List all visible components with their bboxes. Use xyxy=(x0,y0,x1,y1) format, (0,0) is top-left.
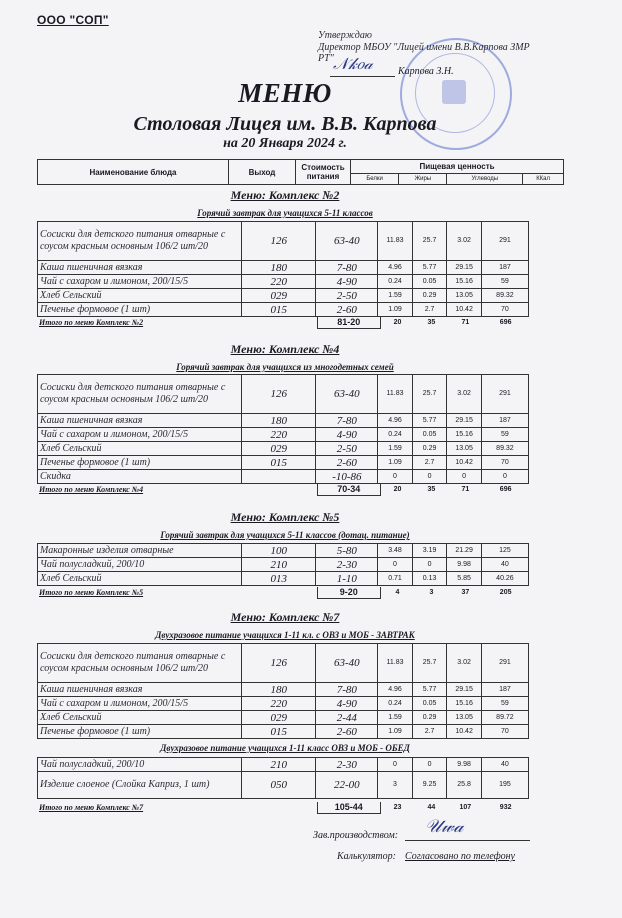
menu-row xyxy=(38,222,529,261)
dish-fats: 0.05 xyxy=(412,697,447,711)
menu-date: на 20 Января 2024 г. xyxy=(223,136,347,151)
dish-name: Хлеб Сельский xyxy=(38,289,242,303)
approval-line-2: Директор МБОУ "Лицей имени В.В.Карпова ЗМР xyxy=(318,42,530,53)
dish-fats: 0.29 xyxy=(412,711,447,725)
header-price: Стоимость питания xyxy=(296,160,351,185)
dish-output: 050 xyxy=(242,772,316,799)
complex-subtitle: Двухразовое питание учащихся 1-11 кл. с ОВЗ и МОБ - ЗАВТРАК xyxy=(155,630,415,640)
dish-name: Чай с сахаром и лимоном, 200/15/5 xyxy=(38,275,242,289)
total-fats: 35 xyxy=(427,486,436,494)
dish-price: 7-80 xyxy=(316,683,378,697)
dish-kcal: 70 xyxy=(481,456,528,470)
header-dish: Наименование блюда xyxy=(38,160,229,185)
dish-proteins: 0.71 xyxy=(378,572,413,586)
total-proteins: 20 xyxy=(393,319,402,327)
menu-row xyxy=(38,442,529,456)
menu-row xyxy=(38,414,529,428)
dish-carbs: 3.02 xyxy=(447,222,482,261)
dish-name: Каша пшеничная вязкая xyxy=(38,683,242,697)
total-proteins: 23 xyxy=(393,804,402,812)
dish-name: Печенье формовое (1 шт) xyxy=(38,456,242,470)
dish-output: 220 xyxy=(242,275,316,289)
dish-carbs: 29.15 xyxy=(447,683,482,697)
dish-fats: 0.05 xyxy=(412,275,447,289)
dish-output: 210 xyxy=(242,558,316,572)
dish-fats: 9.25 xyxy=(412,772,447,799)
dish-output xyxy=(242,470,316,484)
dish-kcal: 291 xyxy=(481,375,528,414)
menu-row xyxy=(38,558,529,572)
dish-price: 4-90 xyxy=(316,275,378,289)
dish-kcal: 125 xyxy=(481,544,528,558)
dish-output: 210 xyxy=(242,758,316,772)
organization-name: ООО "СОП" xyxy=(37,13,109,27)
menu-rows xyxy=(38,758,529,799)
complex-subtitle: Горячий завтрак для учащихся из многодетных семей xyxy=(176,362,394,372)
dish-fats: 0 xyxy=(412,558,447,572)
dish-carbs: 0 xyxy=(447,470,482,484)
total-price: 105-44 xyxy=(317,802,380,814)
dish-output: 126 xyxy=(242,222,316,261)
dish-proteins: 3.48 xyxy=(378,544,413,558)
dish-price: 2-60 xyxy=(316,456,378,470)
total-row xyxy=(37,317,529,329)
dish-proteins: 1.59 xyxy=(378,289,413,303)
menu-rows xyxy=(38,644,529,739)
dish-kcal: 291 xyxy=(481,222,528,261)
dish-name: Хлеб Сельский xyxy=(38,711,242,725)
dish-kcal: 70 xyxy=(481,725,528,739)
total-fats: 35 xyxy=(427,319,436,327)
dish-name: Чай полусладкий, 200/10 xyxy=(38,758,242,772)
dish-output: 029 xyxy=(242,289,316,303)
dish-kcal: 89.72 xyxy=(481,711,528,725)
dish-proteins: 11.83 xyxy=(378,644,413,683)
dish-proteins: 11.83 xyxy=(378,222,413,261)
total-proteins: 4 xyxy=(395,589,400,597)
menu-row xyxy=(38,644,529,683)
dish-kcal: 40 xyxy=(481,758,528,772)
menu-row xyxy=(38,261,529,275)
menu-rows xyxy=(38,544,529,586)
dish-carbs: 13.05 xyxy=(447,711,482,725)
dish-carbs: 25.8 xyxy=(447,772,482,799)
menu-row xyxy=(38,711,529,725)
complex-title: Меню: Комплекс №7 xyxy=(230,610,340,624)
dish-price: 2-50 xyxy=(316,289,378,303)
dish-output: 100 xyxy=(242,544,316,558)
dish-price: 63-40 xyxy=(316,644,378,683)
dish-price: 4-90 xyxy=(316,697,378,711)
dish-name: Сосиски для детского питания отварные с соусом красным основным 106/2 шт/20 xyxy=(38,222,242,261)
dish-carbs: 21.29 xyxy=(447,544,482,558)
menu-row xyxy=(38,428,529,442)
dish-name: Чай с сахаром и лимоном, 200/15/5 xyxy=(38,697,242,711)
complex-subtitle-lunch: Двухразовое питание учащихся 1-11 класс ОВЗ и МОБ - ОБЕД xyxy=(160,743,410,753)
dish-fats: 5.77 xyxy=(412,261,447,275)
total-kcal: 696 xyxy=(499,486,512,494)
menu-row xyxy=(38,683,529,697)
dish-kcal: 195 xyxy=(481,772,528,799)
dish-kcal: 59 xyxy=(481,428,528,442)
dish-fats: 25.7 xyxy=(412,644,447,683)
dish-fats: 2.7 xyxy=(412,303,447,317)
dish-carbs: 10.42 xyxy=(447,303,482,317)
dish-fats: 3.19 xyxy=(412,544,447,558)
menu-rows xyxy=(38,375,529,484)
dish-proteins: 0 xyxy=(378,470,413,484)
menu-row xyxy=(38,456,529,470)
dish-name: Хлеб Сельский xyxy=(38,442,242,456)
menu-row xyxy=(38,572,529,586)
dish-proteins: 1.59 xyxy=(378,442,413,456)
total-carbs: 71 xyxy=(461,319,470,327)
dish-price: 5-80 xyxy=(316,544,378,558)
dish-output: 126 xyxy=(242,375,316,414)
header-proteins: Белки xyxy=(351,174,399,185)
dish-proteins: 4.96 xyxy=(378,683,413,697)
director-signature: 𝒩𝓀𝑜𝒶 xyxy=(333,56,373,73)
dish-price: 22-00 xyxy=(316,772,378,799)
dish-carbs: 10.42 xyxy=(447,456,482,470)
dish-carbs: 9.98 xyxy=(447,758,482,772)
dish-fats: 2.7 xyxy=(412,725,447,739)
menu-rows xyxy=(38,222,529,317)
dish-carbs: 29.15 xyxy=(447,261,482,275)
canteen-name: Столовая Лицея им. В.В. Карпова xyxy=(133,113,437,135)
dish-name: Каша пшеничная вязкая xyxy=(38,261,242,275)
dish-kcal: 59 xyxy=(481,275,528,289)
dish-name: Печенье формовое (1 шт) xyxy=(38,303,242,317)
dish-price: 4-90 xyxy=(316,428,378,442)
dish-price: 7-80 xyxy=(316,261,378,275)
dish-carbs: 29.15 xyxy=(447,414,482,428)
total-row xyxy=(37,802,529,814)
dish-carbs: 9.98 xyxy=(447,558,482,572)
dish-output: 015 xyxy=(242,456,316,470)
dish-price: 2-60 xyxy=(316,725,378,739)
dish-price: 2-30 xyxy=(316,558,378,572)
calc-label: Калькулятор: xyxy=(337,851,396,862)
dish-price: 2-30 xyxy=(316,758,378,772)
dish-output: 180 xyxy=(242,261,316,275)
total-kcal: 932 xyxy=(499,804,512,812)
menu-table xyxy=(37,221,529,317)
dish-carbs: 10.42 xyxy=(447,725,482,739)
dish-carbs: 15.16 xyxy=(447,697,482,711)
dish-proteins: 11.83 xyxy=(378,375,413,414)
dish-proteins: 0.24 xyxy=(378,275,413,289)
dish-name: Хлеб Сельский xyxy=(38,572,242,586)
dish-fats: 0 xyxy=(412,758,447,772)
menu-row xyxy=(38,289,529,303)
header-fats: Жиры xyxy=(399,174,447,185)
dish-price: 7-80 xyxy=(316,414,378,428)
total-price: 9-20 xyxy=(317,587,380,599)
dish-output: 013 xyxy=(242,572,316,586)
header-nutrition: Пищевая ценность xyxy=(351,160,564,174)
menu-row xyxy=(38,544,529,558)
complex-subtitle: Горячий завтрак для учащихся 5-11 классов (дотац. питание) xyxy=(160,530,410,540)
menu-row xyxy=(38,725,529,739)
menu-row xyxy=(38,758,529,772)
dish-price: 2-60 xyxy=(316,303,378,317)
head-label: Зав.производством: xyxy=(313,830,399,841)
dish-kcal: 70 xyxy=(481,303,528,317)
dish-name: Печенье формовое (1 шт) xyxy=(38,725,242,739)
total-row xyxy=(37,484,529,496)
column-header xyxy=(37,159,564,185)
dish-carbs: 5.85 xyxy=(447,572,482,586)
dish-carbs: 15.16 xyxy=(447,428,482,442)
dish-fats: 0.29 xyxy=(412,289,447,303)
total-price: 81-20 xyxy=(317,317,380,329)
dish-output: 126 xyxy=(242,644,316,683)
dish-price: 63-40 xyxy=(316,222,378,261)
total-label: Итого по меню Комплекс №5 xyxy=(39,588,144,598)
head-signature: 𝒰𝓌𝒶 xyxy=(425,816,464,836)
dish-proteins: 4.96 xyxy=(378,261,413,275)
complex-subtitle: Горячий завтрак для учащихся 5-11 классов xyxy=(197,208,373,218)
dish-price: 63-40 xyxy=(316,375,378,414)
dish-name: Сосиски для детского питания отварные с соусом красным основным 106/2 шт/20 xyxy=(38,644,242,683)
dish-kcal: 187 xyxy=(481,261,528,275)
dish-output: 015 xyxy=(242,303,316,317)
dish-price: -10-86 xyxy=(316,470,378,484)
header-output: Выход xyxy=(229,160,296,185)
header-kcal: ККал xyxy=(523,174,564,185)
dish-name: Скидка xyxy=(38,470,242,484)
total-label: Итого по меню Комплекс №4 xyxy=(39,485,144,495)
dish-carbs: 3.02 xyxy=(447,375,482,414)
header-carbs: Углеводы xyxy=(447,174,523,185)
dish-output: 180 xyxy=(242,683,316,697)
dish-price: 2-44 xyxy=(316,711,378,725)
total-row xyxy=(37,587,529,599)
menu-row xyxy=(38,375,529,414)
dish-kcal: 187 xyxy=(481,414,528,428)
dish-name: Изделие слоеное (Слойка Каприз, 1 шт) xyxy=(38,772,242,799)
menu-table xyxy=(37,543,529,586)
menu-table-lunch xyxy=(37,757,529,799)
dish-kcal: 89.32 xyxy=(481,289,528,303)
dish-kcal: 59 xyxy=(481,697,528,711)
dish-output: 015 xyxy=(242,725,316,739)
dish-proteins: 0 xyxy=(378,758,413,772)
dish-proteins: 0.24 xyxy=(378,697,413,711)
dish-name: Макаронные изделия отварные xyxy=(38,544,242,558)
dish-kcal: 291 xyxy=(481,644,528,683)
dish-kcal: 0 xyxy=(481,470,528,484)
dish-carbs: 15.16 xyxy=(447,275,482,289)
menu-row xyxy=(38,275,529,289)
total-price: 70-34 xyxy=(317,484,380,496)
total-carbs: 107 xyxy=(459,804,472,812)
dish-price: 2-50 xyxy=(316,442,378,456)
approval-line-3: РТ" xyxy=(318,53,334,64)
menu-row xyxy=(38,303,529,317)
total-label: Итого по меню Комплекс №2 xyxy=(39,318,144,328)
total-carbs: 71 xyxy=(461,486,470,494)
total-proteins: 20 xyxy=(393,486,402,494)
total-label: Итого по меню Комплекс №7 xyxy=(39,803,144,813)
calc-value: Согласовано по телефону xyxy=(405,851,515,862)
dish-output: 029 xyxy=(242,442,316,456)
total-carbs: 37 xyxy=(461,589,470,597)
dish-name: Чай с сахаром и лимоном, 200/15/5 xyxy=(38,428,242,442)
dish-output: 180 xyxy=(242,414,316,428)
dish-price: 1-10 xyxy=(316,572,378,586)
dish-output: 220 xyxy=(242,697,316,711)
dish-carbs: 13.05 xyxy=(447,442,482,456)
dish-proteins: 0.24 xyxy=(378,428,413,442)
dish-proteins: 0 xyxy=(378,558,413,572)
dish-output: 220 xyxy=(242,428,316,442)
dish-name: Каша пшеничная вязкая xyxy=(38,414,242,428)
total-fats: 44 xyxy=(427,804,436,812)
dish-carbs: 3.02 xyxy=(447,644,482,683)
dish-proteins: 1.09 xyxy=(378,303,413,317)
signature-line xyxy=(330,76,395,77)
dish-proteins: 1.59 xyxy=(378,711,413,725)
dish-fats: 0.13 xyxy=(412,572,447,586)
dish-proteins: 1.09 xyxy=(378,456,413,470)
dish-output: 029 xyxy=(242,711,316,725)
dish-fats: 25.7 xyxy=(412,222,447,261)
complex-title: Меню: Комплекс №4 xyxy=(230,342,340,356)
dish-fats: 25.7 xyxy=(412,375,447,414)
total-kcal: 696 xyxy=(499,319,512,327)
menu-row xyxy=(38,470,529,484)
dish-fats: 5.77 xyxy=(412,683,447,697)
total-fats: 3 xyxy=(429,589,434,597)
dish-name: Чай полусладкий, 200/10 xyxy=(38,558,242,572)
complex-title: Меню: Комплекс №2 xyxy=(230,188,340,202)
dish-kcal: 89.32 xyxy=(481,442,528,456)
menu-table xyxy=(37,643,529,739)
dish-carbs: 13.05 xyxy=(447,289,482,303)
dish-proteins: 1.09 xyxy=(378,725,413,739)
total-kcal: 205 xyxy=(499,589,512,597)
dish-proteins: 4.96 xyxy=(378,414,413,428)
head-signature-line xyxy=(405,840,530,841)
dish-fats: 2.7 xyxy=(412,456,447,470)
dish-kcal: 40 xyxy=(481,558,528,572)
approval-line-1: Утверждаю xyxy=(318,30,372,41)
menu-table xyxy=(37,374,529,484)
dish-name: Сосиски для детского питания отварные с соусом красным основным 106/2 шт/20 xyxy=(38,375,242,414)
director-name: Карпова З.Н. xyxy=(398,66,454,77)
menu-row xyxy=(38,697,529,711)
dish-fats: 0 xyxy=(412,470,447,484)
dish-proteins: 3 xyxy=(378,772,413,799)
menu-row xyxy=(38,772,529,799)
page-title: МЕНЮ xyxy=(238,78,332,108)
dish-fats: 0.29 xyxy=(412,442,447,456)
complex-title: Меню: Комплекс №5 xyxy=(230,510,340,524)
dish-kcal: 187 xyxy=(481,683,528,697)
dish-fats: 5.77 xyxy=(412,414,447,428)
dish-kcal: 40.26 xyxy=(481,572,528,586)
dish-fats: 0.05 xyxy=(412,428,447,442)
